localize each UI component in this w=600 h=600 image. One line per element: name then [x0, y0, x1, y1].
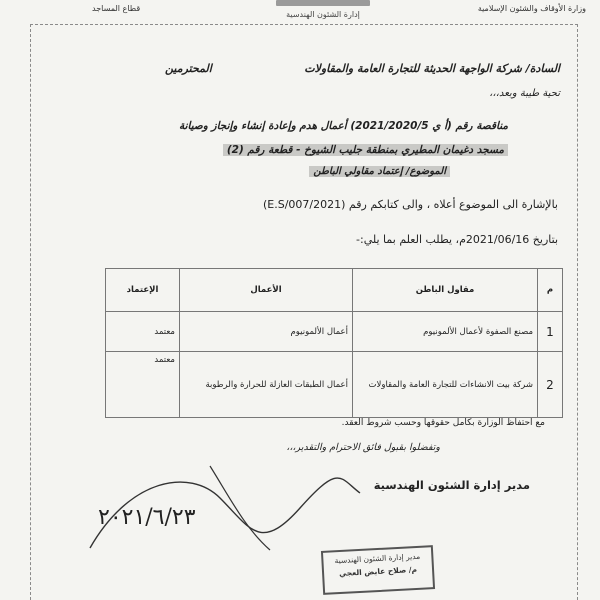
ministry-name: وزارة الأوقاف والشئون الإسلامية	[477, 4, 586, 13]
row-status: معتمد	[106, 352, 180, 418]
table-row	[106, 312, 563, 352]
header-number: م	[538, 269, 563, 312]
top-border	[30, 24, 578, 26]
footer-closing: وتفضلوا بقبول فائق الاحترام والتقدير،،،	[286, 442, 440, 453]
body-line-2: بتاريخ 2021/06/16م، يطلب العلم بما يلي:-	[356, 233, 558, 246]
row-number: 2	[538, 352, 563, 418]
header-contractor: مقاول الباطن	[353, 269, 538, 312]
greeting: تحية طيبة وبعد،،،	[489, 88, 560, 99]
recipient-name: شركة الواجهة الحديثة للتجارة العامة والمقاولات	[304, 62, 522, 75]
row-status: معتمد	[106, 312, 180, 352]
left-border	[30, 24, 31, 600]
recipient	[304, 62, 560, 75]
header-status: الإعتماد	[106, 269, 180, 312]
department-name: إدارة الشئون الهندسية	[286, 10, 360, 19]
subject-line-2: مسجد دغيمان المطيري بمنطقة جليب الشيوخ - قطعة رقم (2)	[223, 144, 508, 156]
row-contractor: مصنع الصفوة لأعمال الألمونيوم	[353, 312, 538, 352]
row-contractor: شركة بيت الانشاءات للتجارة العامة والمقاولات	[353, 352, 538, 418]
handwritten-date: ٢٠٢١/٦/٢٣	[98, 505, 196, 530]
table-header-row	[106, 269, 563, 312]
subject-line-1: مناقصة رقم (أ ي 2021/2020/5) أعمال هدم وإعادة إنشاء وإنجاز وصيانة	[178, 120, 508, 132]
signatory-title: مدير إدارة الشئون الهندسية	[373, 478, 530, 492]
header-works: الأعمال	[180, 269, 353, 312]
subcontractors-table	[105, 268, 563, 418]
row-number: 1	[538, 312, 563, 352]
stamp-line-2: م/ صلاح عايض العجي	[338, 564, 418, 579]
row-works: أعمال الألمونيوم	[180, 312, 353, 352]
recipient-prefix: السادة/	[525, 62, 560, 75]
body-line-1: بالإشارة الى الموضوع أعلاه ، والى كتابكم رقم (E.S/007/2021)	[263, 198, 558, 211]
subject-line-3: الموضوع/ إعتماد مقاولي الباطن	[309, 166, 450, 177]
table-row	[106, 352, 563, 418]
stamp-line-1: مدير إدارة الشئون الهندسية	[334, 551, 421, 566]
row-works: أعمال الطبقات العازلة للحرارة والرطوبة	[180, 352, 353, 418]
sector-name: قطاع المساجد	[92, 4, 141, 13]
right-border	[577, 24, 578, 600]
ministry-logo-icon	[276, 0, 370, 6]
honorific: المحترمين	[165, 62, 212, 75]
letterhead-center	[258, 0, 388, 19]
footer-rights: مع احتفاظ الوزارة بكامل حقوقها وحسب شروط العقد.	[341, 418, 545, 428]
official-stamp	[321, 545, 435, 595]
